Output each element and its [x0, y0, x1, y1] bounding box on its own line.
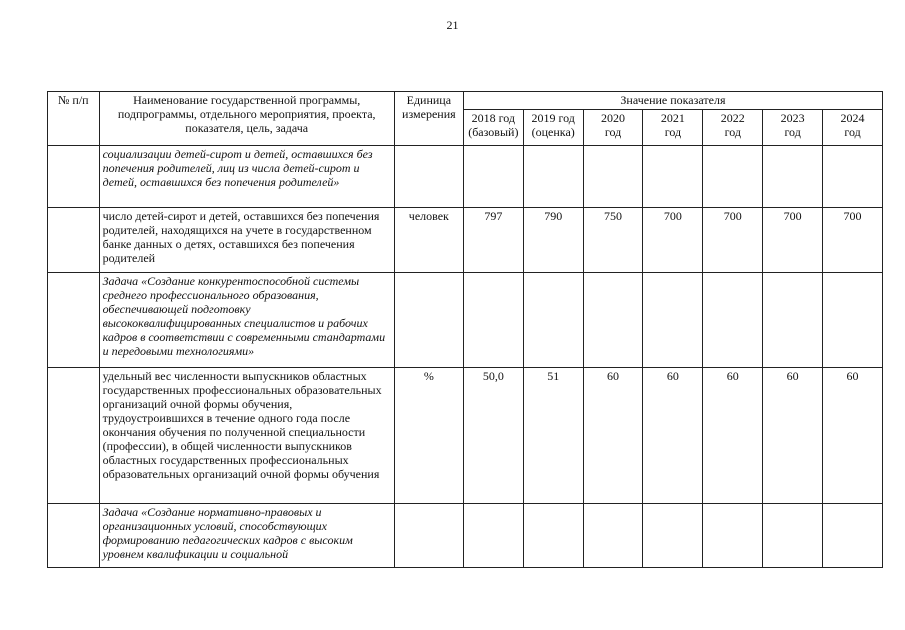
header-year-line2: (базовый): [468, 125, 519, 139]
row-value-1: [523, 273, 583, 368]
row-value-6: [823, 146, 883, 208]
header-year-line1: 2021: [660, 111, 685, 125]
row-value-5: 60: [763, 368, 823, 504]
row-name: социализации детей-сирот и детей, оставшихся без попечения родителей, лиц из числа детей-сирот и детей, оставшихся без попечения родителей»: [99, 146, 394, 208]
row-unit: %: [394, 368, 463, 504]
row-name: Задача «Создание конкурентоспособной системы среднего профессионального образования, обеспечивающей подготовку высококвалифицированных специалистов и рабочих кадров в соответствии с современными стандартами и передовыми технологиями»: [99, 273, 394, 368]
row-unit: человек: [394, 208, 463, 273]
row-value-3: [643, 273, 703, 368]
header-year-0: [463, 110, 523, 146]
header-year-line1: 2024: [840, 111, 865, 125]
header-year-line2: год: [784, 125, 801, 139]
row-value-0: 50,0: [463, 368, 523, 504]
row-value-6: [823, 273, 883, 368]
row-value-5: [763, 146, 823, 208]
header-value-group: Значение показателя: [463, 92, 882, 110]
row-num: [48, 273, 100, 368]
row-unit: [394, 504, 463, 568]
header-year-line1: 2023: [780, 111, 805, 125]
row-num: [48, 368, 100, 504]
header-year-5: [763, 110, 823, 146]
row-value-0: 797: [463, 208, 523, 273]
row-value-3: [643, 146, 703, 208]
row-value-1: 51: [523, 368, 583, 504]
row-num: [48, 146, 100, 208]
row-value-4: [703, 273, 763, 368]
table-row: [48, 273, 883, 368]
header-year-line2: (оценка): [531, 125, 575, 139]
header-year-4: [703, 110, 763, 146]
row-value-0: [463, 504, 523, 568]
row-value-2: [583, 273, 643, 368]
row-value-1: 790: [523, 208, 583, 273]
row-unit: [394, 273, 463, 368]
header-year-1: [523, 110, 583, 146]
row-name: число детей-сирот и детей, оставшихся без попечения родителей, находящихся на учете в государственном банке данных о детях, оставшихся без попечения родителей: [99, 208, 394, 273]
row-value-4: [703, 504, 763, 568]
row-value-1: [523, 146, 583, 208]
header-year-3: [643, 110, 703, 146]
row-value-4: [703, 146, 763, 208]
header-name: Наименование государственной программы, подпрограммы, отдельного мероприятия, проекта, показателя, цель, задача: [99, 92, 394, 146]
header-year-line1: 2019 год: [531, 111, 575, 125]
table-row: [48, 368, 883, 504]
row-value-5: [763, 273, 823, 368]
indicators-table: [47, 91, 883, 568]
table-row: [48, 504, 883, 568]
row-value-3: [643, 504, 703, 568]
row-value-2: 60: [583, 368, 643, 504]
row-num: [48, 504, 100, 568]
header-year-line2: год: [844, 125, 861, 139]
row-value-0: [463, 273, 523, 368]
row-value-3: 60: [643, 368, 703, 504]
page-number: 21: [446, 18, 459, 32]
header-year-line2: год: [604, 125, 622, 139]
header-year-line2: год: [664, 125, 682, 139]
header-year-2: [583, 110, 643, 146]
row-value-5: [763, 504, 823, 568]
row-value-5: 700: [763, 208, 823, 273]
table-row: [48, 208, 883, 273]
header-year-6: [823, 110, 883, 146]
row-value-1: [523, 504, 583, 568]
header-year-line2: год: [724, 125, 741, 139]
row-value-6: 60: [823, 368, 883, 504]
table-row: [48, 146, 883, 208]
row-value-2: [583, 146, 643, 208]
header-num: № п/п: [48, 92, 100, 146]
row-value-4: 700: [703, 208, 763, 273]
row-name: Задача «Создание нормативно-правовых и организационных условий, способствующих формированию педагогических кадров с высоким уровнем квалификации и социальной: [99, 504, 394, 568]
row-value-3: 700: [643, 208, 703, 273]
header-year-line1: 2018 год: [471, 111, 516, 125]
header-unit: Единица измерения: [394, 92, 463, 146]
row-value-2: [583, 504, 643, 568]
row-unit: [394, 146, 463, 208]
row-num: [48, 208, 100, 273]
header-year-line1: 2020: [601, 111, 626, 125]
row-name: удельный вес численности выпускников областных государственных профессиональных образовательных организаций очной формы обучения, трудоустроившихся в течение одного года после окончания обучения по полученной специальности (профессии), в общей численности выпускников областных государственных профессиональных образовательных организаций очной формы обучения: [99, 368, 394, 504]
header-year-line1: 2022: [720, 111, 745, 125]
row-value-4: 60: [703, 368, 763, 504]
row-value-6: [823, 504, 883, 568]
row-value-6: 700: [823, 208, 883, 273]
row-value-2: 750: [583, 208, 643, 273]
row-value-0: [463, 146, 523, 208]
